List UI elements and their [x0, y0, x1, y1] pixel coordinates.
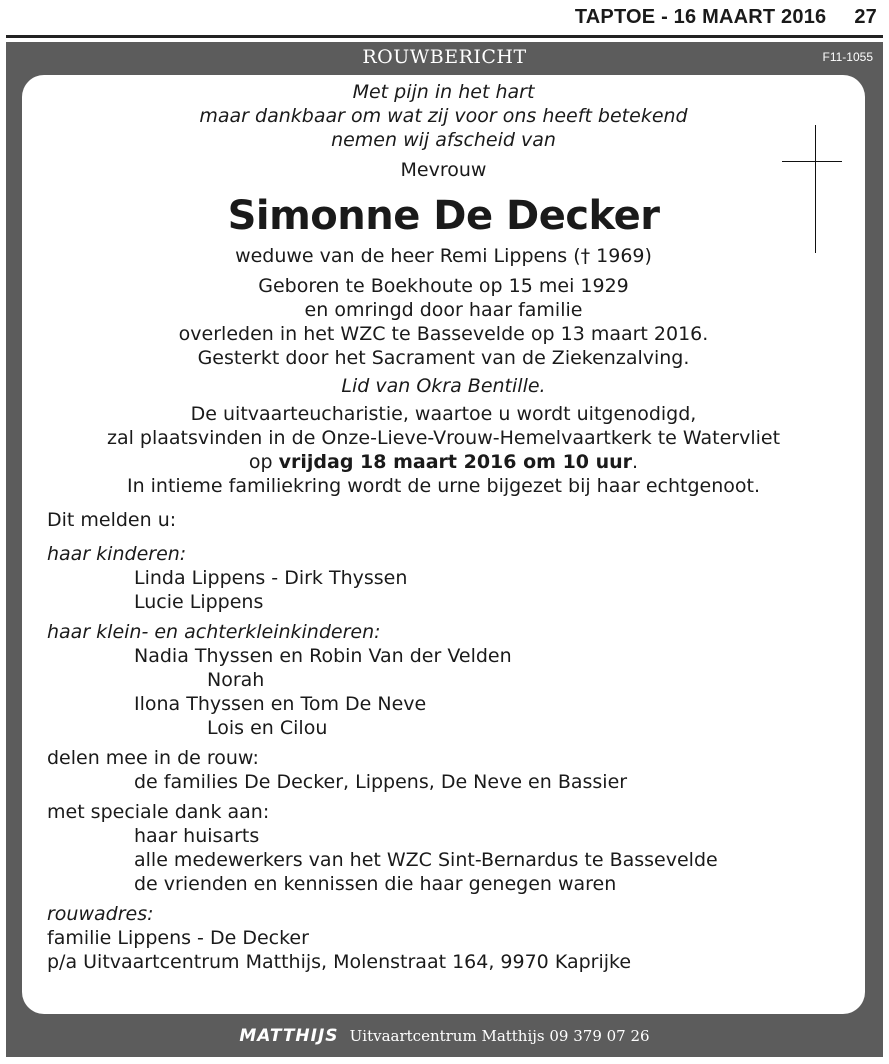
notice-card	[22, 75, 865, 1014]
header-rule	[6, 35, 883, 38]
sacrament-line: Gesterkt door het Sacrament van de Ziekenzalving.	[197, 347, 690, 369]
child-name: Linda Lippens - Dirk Thyssen	[134, 567, 408, 589]
funeral-home-contact: Uitvaartcentrum Matthijs 09 379 07 26	[349, 1027, 650, 1045]
paper-issue: TAPTOE - 16 MAART 2016	[574, 6, 827, 28]
notice-body	[22, 80, 865, 974]
address-label: rouwadres:	[47, 903, 154, 925]
funeral-home-footer	[6, 1026, 883, 1046]
widow-line: weduwe van de heer Remi Lippens († 1969)	[235, 245, 652, 267]
urn-line: In intieme familiekring wordt de urne bijgezet bij haar echtgenoot.	[126, 475, 761, 497]
service-date-line	[22, 450, 865, 474]
notice-title: ROUWBERICHT	[362, 46, 527, 68]
great-grandchild-name: Norah	[207, 669, 265, 691]
notice-reference: F11-1055	[822, 50, 873, 64]
mourn-families: de families De Decker, Lippens, De Neve en Bassier	[134, 771, 628, 793]
service-line: zal plaatsvinden in de Onze-Lieve-Vrouw-Hemelvaartkerk te Watervliet	[106, 427, 781, 449]
thanks-item: alle medewerkers van het WZC Sint-Bernardus te Bassevelde	[134, 849, 718, 871]
child-name: Lucie Lippens	[134, 591, 264, 613]
notice-frame	[6, 42, 883, 1057]
service-date-prefix: op	[248, 451, 279, 473]
newspaper-header	[0, 0, 889, 34]
born-line: Geboren te Boekhoute op 15 mei 1929	[258, 275, 629, 297]
deceased-name: Simonne De Decker	[227, 193, 660, 239]
address-line: p/a Uitvaartcentrum Matthijs, Molenstraat 164, 9970 Kaprijke	[47, 951, 632, 973]
thanks-item: haar huisarts	[134, 825, 260, 847]
salutation: Mevrouw	[400, 159, 487, 181]
service-date-suffix: .	[632, 451, 639, 473]
thanks-label: met speciale dank aan:	[47, 801, 270, 823]
grandchild-name: Nadia Thyssen en Robin Van der Velden	[134, 645, 512, 667]
matthijs-logo: MATTHIJS	[239, 1026, 339, 1046]
died-line: overleden in het WZC te Bassevelde op 13 maart 2016.	[178, 323, 709, 345]
great-grandchild-name: Lois en Cilou	[207, 717, 328, 739]
grandchildren-label: haar klein- en achterkleinkinderen:	[47, 621, 381, 643]
member-line: Lid van Okra Bentille.	[341, 375, 546, 397]
address-line: familie Lippens - De Decker	[47, 927, 309, 949]
family-line: en omringd door haar familie	[304, 299, 583, 321]
service-date: vrijdag 18 maart 2016 om 10 uur	[278, 451, 633, 473]
intro-line: Met pijn in het hart	[352, 81, 535, 103]
intro-line: maar dankbaar om wat zij voor ons heeft betekend	[199, 105, 688, 127]
header-title	[575, 6, 877, 29]
mourn-label: delen mee in de rouw:	[47, 747, 259, 769]
thanks-item: de vrienden en kennissen die haar genegen waren	[134, 873, 617, 895]
announce-line: Dit melden u:	[47, 509, 177, 531]
intro-line: nemen wij afscheid van	[331, 129, 556, 151]
page-number: 27	[854, 6, 877, 28]
grandchild-name: Ilona Thyssen en Tom De Neve	[134, 693, 427, 715]
children-label: haar kinderen:	[47, 543, 187, 565]
service-line: De uitvaarteucharistie, waartoe u wordt uitgenodigd,	[190, 403, 697, 425]
